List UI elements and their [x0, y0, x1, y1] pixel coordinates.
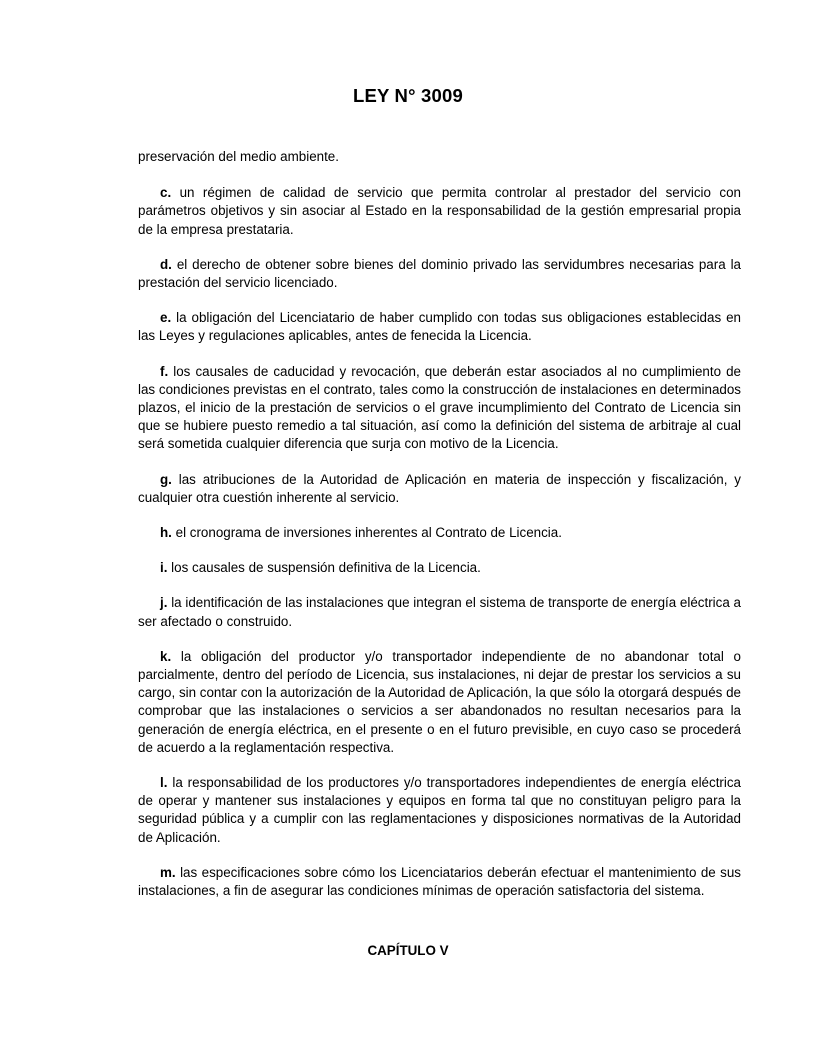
- item-letter: e.: [160, 310, 172, 326]
- continuation-paragraph: preservación del medio ambiente.: [138, 149, 339, 164]
- list-item-d: [138, 256, 741, 292]
- item-letter: g.: [160, 471, 172, 487]
- list-item-j: [138, 594, 741, 630]
- list-item-c: [138, 184, 741, 239]
- item-letter: i.: [160, 560, 168, 576]
- item-text: la responsabilidad de los productores y/o transportadores independientes de energía eléctrica de operar y mantener sus instalaciones y equipos en forma tal que no constituyan peligro para la seguridad pública y a cumplir con las reglamentaciones y disposiciones normativas de la Autoridad de Aplicación.: [138, 775, 741, 845]
- page-title: LEY N° 3009: [352, 85, 464, 106]
- chapter-heading: CAPÍTULO V: [367, 943, 449, 958]
- item-text: la obligación del Licenciatario de haber cumplido con todas sus obligaciones establecidas en las Leyes y regulaciones aplicables, antes de fenecida la Licencia.: [138, 310, 741, 344]
- item-letter: j.: [160, 595, 168, 611]
- item-letter: f.: [160, 363, 169, 379]
- list-item-e: [138, 309, 741, 345]
- item-text: el cronograma de inversiones inherentes al Contrato de Licencia.: [171, 525, 562, 541]
- list-item-l: [138, 774, 741, 847]
- list-item-g: [138, 471, 741, 507]
- list-item-m: [138, 864, 741, 900]
- item-letter: m.: [160, 864, 176, 880]
- item-text: la obligación del productor y/o transportador independiente de no abandonar total o parcialmente, dentro del período de Licencia, sus instalaciones, ni dejar de prestar los servicios a su cargo, sin contar con la autorización de la Autoridad de Aplicación, la que sólo la otorgará después de comprobar que las instalaciones o servicios a ser abandonados no resultan necesarios para la generación de energía eléctrica, en el presente o en el futuro previsible, en cuyo caso se procederá de acuerdo a la reglamentación respectiva.: [138, 648, 741, 755]
- item-letter: d.: [160, 256, 172, 272]
- item-letter: l.: [160, 775, 168, 791]
- list-item-i: [138, 559, 741, 577]
- item-text: los causales de suspensión definitiva de la Licencia.: [167, 560, 481, 576]
- list-item-f: [138, 363, 741, 454]
- item-text: la identificación de las instalaciones que integran el sistema de transporte de energía eléctrica a ser afectado o construido.: [138, 595, 741, 629]
- item-text: las especificaciones sobre cómo los Licenciatarios deberán efectuar el mantenimiento de sus instalaciones, a fin de asegurar las condiciones mínimas de operación satisfactoria del sistema.: [138, 864, 741, 899]
- item-letter: h.: [160, 525, 172, 541]
- item-text: los causales de caducidad y revocación, que deberán estar asociados al no cumplimiento de las condiciones previstas en el contrato, tales como la construcción de instalaciones en determinados plazos, el inicio de la prestación de servicios o el grave incumplimiento del Contrato de Licencia sin que se hubiere puesto remedio a tal situación, así como la definición del sistema de arbitraje al cual será sometida cualquier diferencia que surja con motivo de la Licencia.: [138, 363, 741, 452]
- list-item-k: [138, 648, 741, 757]
- item-letter: k.: [160, 648, 172, 664]
- item-text: un régimen de calidad de servicio que permita controlar al prestador del servicio con parámetros objetivos y sin asociar al Estado en la responsabilidad de la gestión empresarial propia de la empresa prestataria.: [138, 185, 741, 237]
- item-text: el derecho de obtener sobre bienes del dominio privado las servidumbres necesarias para la prestación del servicio licenciado.: [138, 256, 741, 291]
- item-letter: c.: [160, 185, 172, 201]
- list-item-h: [138, 524, 741, 542]
- item-text: las atribuciones de la Autoridad de Aplicación en materia de inspección y fiscalización, y cualquier otra cuestión inherente al servicio.: [138, 471, 741, 505]
- document-body: [138, 148, 741, 917]
